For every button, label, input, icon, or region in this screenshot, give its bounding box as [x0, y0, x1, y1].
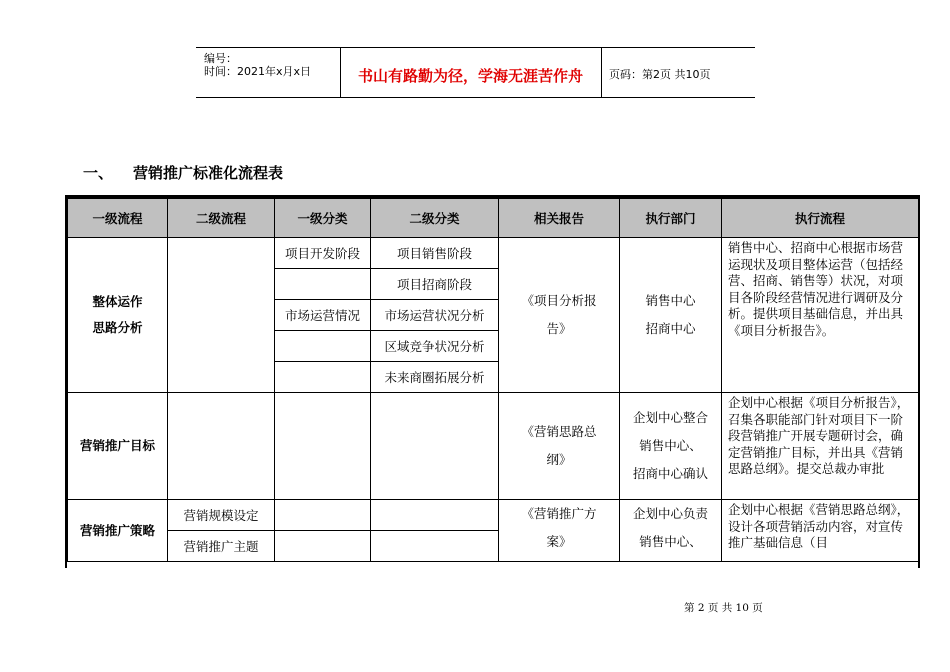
level2-cell	[168, 238, 275, 393]
report-text: 案》	[546, 534, 572, 549]
level2-cell: 营销规模设定	[168, 500, 275, 531]
report-text: 告》	[546, 321, 572, 336]
table-header-row	[68, 199, 919, 238]
department-cell	[620, 238, 722, 393]
category2-cell: 项目销售阶段	[371, 238, 499, 269]
level1-text: 整体运作	[92, 294, 143, 309]
category1-cell: 市场运营情况	[275, 300, 371, 331]
header-divider	[601, 47, 602, 98]
document-time-label: 时间：2021年x月x日	[204, 65, 312, 78]
column-header: 一级流程	[68, 199, 168, 238]
category2-cell	[371, 531, 499, 562]
department-text: 招商中心确认	[632, 466, 708, 481]
category1-cell	[275, 531, 371, 562]
column-header: 二级流程	[168, 199, 275, 238]
column-header: 一级分类	[275, 199, 371, 238]
level2-cell	[168, 393, 275, 500]
department-text: 销售中心、	[639, 534, 702, 549]
report-text: 《项目分析报	[521, 293, 597, 308]
section-heading	[83, 162, 283, 183]
category1-cell	[275, 331, 371, 362]
flow-cell: 企划中心根据《营销思路总纲》，设计各项营销活动内容，对宣传推广基础信息（目	[722, 500, 919, 562]
report-text: 《营销思路总	[521, 424, 597, 439]
table-row	[68, 393, 919, 500]
report-text: 《营销推广方	[521, 506, 597, 521]
header-motto: 书山有路勤为径，学海无涯苦作舟	[357, 67, 583, 85]
header-bottom-rule	[196, 97, 755, 98]
section-title: 营销推广标准化流程表	[133, 164, 284, 182]
process-table-wrapper	[65, 195, 920, 568]
report-cell	[499, 238, 620, 393]
category1-cell	[275, 393, 371, 500]
flow-cell: 销售中心、招商中心根据市场营运现状及项目整体运营（包括经营、招商、销售等）状况，对项目各阶段经营情况进行调研及分析。提供项目基础信息，并出具《项目分析报告》。	[722, 238, 919, 393]
column-header: 执行部门	[620, 199, 722, 238]
table-row	[68, 500, 919, 531]
column-header: 执行流程	[722, 199, 919, 238]
category2-cell: 市场运营状况分析	[371, 300, 499, 331]
category2-cell: 项目招商阶段	[371, 269, 499, 300]
flow-cell: 企划中心根据《项目分析报告》，召集各职能部门针对项目下一阶段营销推广开展专题研讨会，确定营销推广目标，并出具《营销思路总纲》。提交总裁办审批	[722, 393, 919, 500]
category2-cell	[371, 500, 499, 531]
report-text: 纲》	[546, 452, 572, 467]
section-number: 一、	[83, 164, 114, 182]
level1-cell	[68, 238, 168, 393]
category2-cell	[371, 393, 499, 500]
level1-cell: 营销推广目标	[68, 393, 168, 500]
category1-cell	[275, 269, 371, 300]
document-number-label: 编号：	[204, 52, 237, 65]
report-cell	[499, 393, 620, 500]
page-footer: 第 2 页 共 10 页	[684, 602, 763, 614]
department-text: 销售中心	[645, 293, 696, 308]
department-text: 招商中心	[645, 321, 696, 336]
level2-cell: 营销推广主题	[168, 531, 275, 562]
header-top-rule	[196, 47, 755, 48]
category1-cell: 项目开发阶段	[275, 238, 371, 269]
department-cell	[620, 500, 722, 562]
column-header: 二级分类	[371, 199, 499, 238]
table-row	[68, 238, 919, 269]
header-page-label: 页码：第2页 共10页	[609, 68, 711, 81]
category2-cell: 区域竞争状况分析	[371, 331, 499, 362]
report-cell	[499, 500, 620, 562]
department-cell	[620, 393, 722, 500]
department-text: 企划中心负责	[632, 506, 708, 521]
level1-cell: 营销推广策略	[68, 500, 168, 562]
department-text: 企划中心整合	[632, 410, 708, 425]
column-header: 相关报告	[499, 199, 620, 238]
category2-cell: 未来商圈拓展分析	[371, 362, 499, 393]
process-table	[67, 198, 919, 562]
category1-cell	[275, 362, 371, 393]
department-text: 销售中心、	[639, 438, 702, 453]
category1-cell	[275, 500, 371, 531]
level1-text: 思路分析	[92, 320, 143, 335]
